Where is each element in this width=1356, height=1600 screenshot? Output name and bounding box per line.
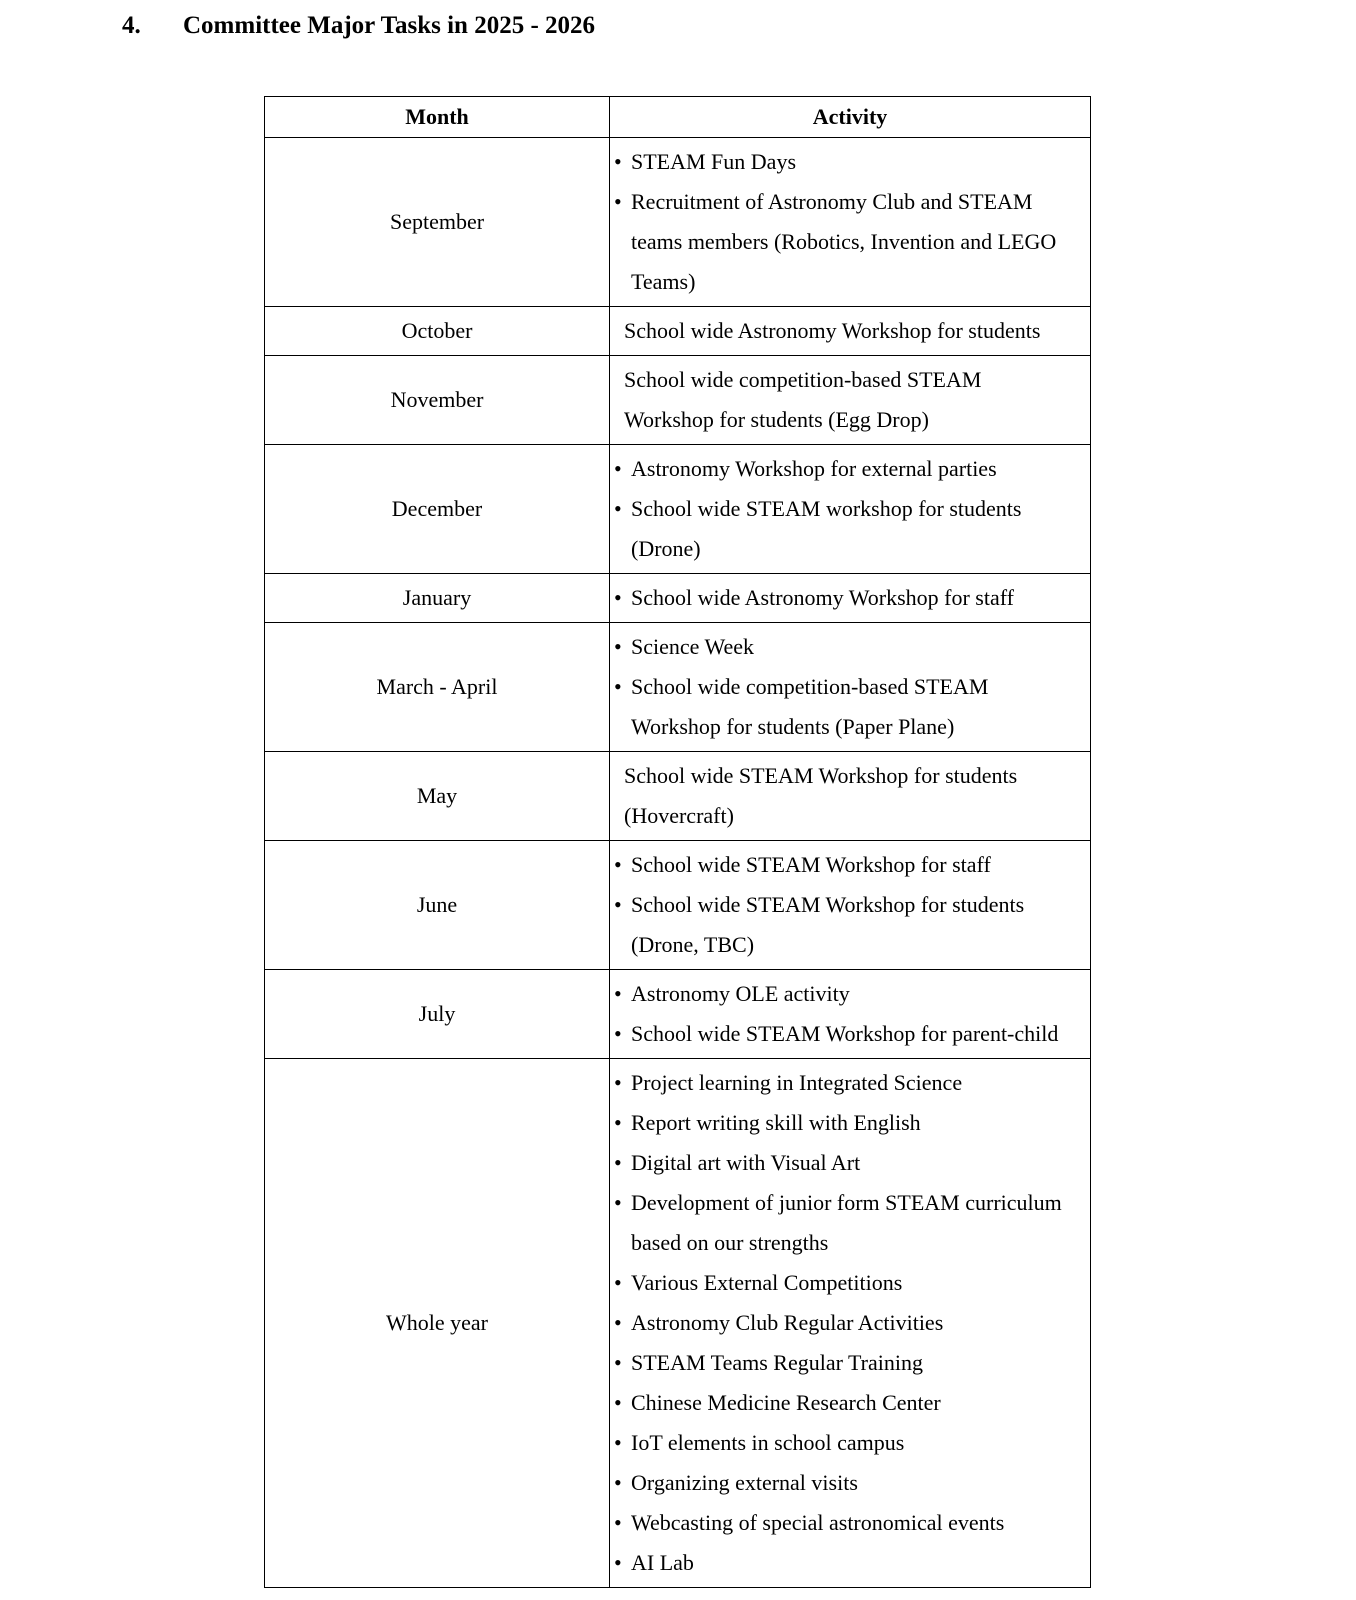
bullet-icon: • bbox=[614, 1110, 622, 1135]
activity-item bbox=[614, 974, 1074, 1014]
activity-item: School wide Astronomy Workshop for students bbox=[624, 318, 1041, 343]
activity-item bbox=[614, 1343, 1074, 1383]
table-row bbox=[265, 356, 1091, 445]
activity-text: School wide STEAM Workshop for staff bbox=[631, 852, 991, 877]
bullet-icon: • bbox=[614, 892, 622, 917]
table-row bbox=[265, 970, 1091, 1059]
activity-text: Astronomy Club Regular Activities bbox=[631, 1310, 944, 1335]
activity-cell bbox=[610, 356, 1091, 445]
activity-cell bbox=[610, 138, 1091, 307]
activity-cell bbox=[610, 970, 1091, 1059]
bullet-icon: • bbox=[614, 852, 622, 877]
activity-item bbox=[614, 1423, 1074, 1463]
activity-item bbox=[614, 667, 1074, 747]
activity-text: Science Week bbox=[631, 634, 755, 659]
month-cell: May bbox=[265, 752, 610, 841]
activity-item bbox=[614, 1543, 1074, 1583]
activity-text: School wide STEAM Workshop for students (Drone, TBC) bbox=[631, 892, 1025, 957]
bullet-icon: • bbox=[614, 585, 622, 610]
activity-text: Organizing external visits bbox=[631, 1470, 858, 1495]
month-cell: November bbox=[265, 356, 610, 445]
bullet-icon: • bbox=[614, 1270, 622, 1295]
bullet-icon: • bbox=[614, 1350, 622, 1375]
activity-text: Webcasting of special astronomical events bbox=[631, 1510, 1005, 1535]
column-header-activity: Activity bbox=[610, 97, 1091, 138]
activity-text: School wide competition-based STEAM Workshop for students (Paper Plane) bbox=[631, 674, 989, 739]
activity-cell bbox=[610, 623, 1091, 752]
section-number: 4. bbox=[122, 12, 141, 39]
table-header-row bbox=[265, 97, 1091, 138]
activity-item bbox=[614, 1103, 1074, 1143]
bullet-icon: • bbox=[614, 1550, 622, 1575]
month-cell: June bbox=[265, 841, 610, 970]
bullet-icon: • bbox=[614, 1310, 622, 1335]
activity-item: School wide STEAM Workshop for students (Hovercraft) bbox=[624, 763, 1018, 828]
activity-item bbox=[614, 1063, 1074, 1103]
bullet-icon: • bbox=[614, 1510, 622, 1535]
table-row bbox=[265, 445, 1091, 574]
table-row bbox=[265, 752, 1091, 841]
column-header-month: Month bbox=[265, 97, 610, 138]
bullet-icon: • bbox=[614, 981, 622, 1006]
section-heading bbox=[122, 11, 595, 41]
month-cell: September bbox=[265, 138, 610, 307]
activity-text: School wide Astronomy Workshop for staff bbox=[631, 585, 1015, 610]
activity-item bbox=[614, 1463, 1074, 1503]
bullet-icon: • bbox=[614, 1190, 622, 1215]
bullet-icon: • bbox=[614, 1021, 622, 1046]
bullet-icon: • bbox=[614, 1150, 622, 1175]
activity-text: School wide STEAM workshop for students (Drone) bbox=[631, 496, 1022, 561]
activity-item bbox=[614, 489, 1074, 569]
bullet-icon: • bbox=[614, 634, 622, 659]
table-row bbox=[265, 841, 1091, 970]
activity-cell bbox=[610, 752, 1091, 841]
activity-text: Digital art with Visual Art bbox=[631, 1150, 861, 1175]
bullet-icon: • bbox=[614, 674, 622, 699]
bullet-icon: • bbox=[614, 1390, 622, 1415]
activity-item bbox=[614, 1383, 1074, 1423]
activity-text: AI Lab bbox=[631, 1550, 694, 1575]
bullet-icon: • bbox=[614, 1430, 622, 1455]
month-cell: Whole year bbox=[265, 1059, 610, 1588]
activity-text: IoT elements in school campus bbox=[631, 1430, 905, 1455]
activity-text: Development of junior form STEAM curriculum based on our strengths bbox=[631, 1190, 1062, 1255]
activity-text: Chinese Medicine Research Center bbox=[631, 1390, 941, 1415]
activity-text: Astronomy Workshop for external parties bbox=[631, 456, 997, 481]
section-title: Committee Major Tasks in 2025 - 2026 bbox=[183, 12, 596, 39]
activity-text: Recruitment of Astronomy Club and STEAM teams members (Robotics, Invention and LEGO Teams) bbox=[631, 189, 1057, 294]
bullet-icon: • bbox=[614, 1070, 622, 1095]
activity-cell bbox=[610, 841, 1091, 970]
activity-item bbox=[614, 449, 1074, 489]
activity-item bbox=[614, 142, 1074, 182]
table-row bbox=[265, 1059, 1091, 1588]
activity-item bbox=[614, 1143, 1074, 1183]
month-cell: January bbox=[265, 574, 610, 623]
month-cell: July bbox=[265, 970, 610, 1059]
table-row bbox=[265, 623, 1091, 752]
activity-item bbox=[614, 845, 1074, 885]
activity-cell bbox=[610, 445, 1091, 574]
tasks-table bbox=[264, 96, 1091, 1588]
bullet-icon: • bbox=[614, 456, 622, 481]
activity-text: Various External Competitions bbox=[631, 1270, 903, 1295]
bullet-icon: • bbox=[614, 1470, 622, 1495]
activity-item bbox=[614, 578, 1074, 618]
activity-item bbox=[614, 1503, 1074, 1543]
activity-text: STEAM Teams Regular Training bbox=[631, 1350, 923, 1375]
activity-text: Project learning in Integrated Science bbox=[631, 1070, 963, 1095]
activity-item bbox=[614, 1183, 1074, 1263]
table-row bbox=[265, 138, 1091, 307]
activity-item bbox=[614, 1263, 1074, 1303]
bullet-icon: • bbox=[614, 496, 622, 521]
activity-item bbox=[614, 182, 1074, 302]
activity-cell bbox=[610, 1059, 1091, 1588]
activity-item bbox=[614, 1303, 1074, 1343]
month-cell: December bbox=[265, 445, 610, 574]
month-cell: October bbox=[265, 307, 610, 356]
activity-text: Report writing skill with English bbox=[631, 1110, 921, 1135]
activity-cell bbox=[610, 574, 1091, 623]
bullet-icon: • bbox=[614, 149, 622, 174]
table-row bbox=[265, 307, 1091, 356]
activity-cell bbox=[610, 307, 1091, 356]
bullet-icon: • bbox=[614, 189, 622, 214]
activity-item bbox=[614, 885, 1074, 965]
activity-item: School wide competition-based STEAM Workshop for students (Egg Drop) bbox=[624, 367, 982, 432]
activity-item bbox=[614, 627, 1074, 667]
table-row bbox=[265, 574, 1091, 623]
activity-text: School wide STEAM Workshop for parent-child bbox=[631, 1021, 1059, 1046]
month-cell: March - April bbox=[265, 623, 610, 752]
activity-item bbox=[614, 1014, 1074, 1054]
activity-text: STEAM Fun Days bbox=[631, 149, 797, 174]
activity-text: Astronomy OLE activity bbox=[631, 981, 850, 1006]
